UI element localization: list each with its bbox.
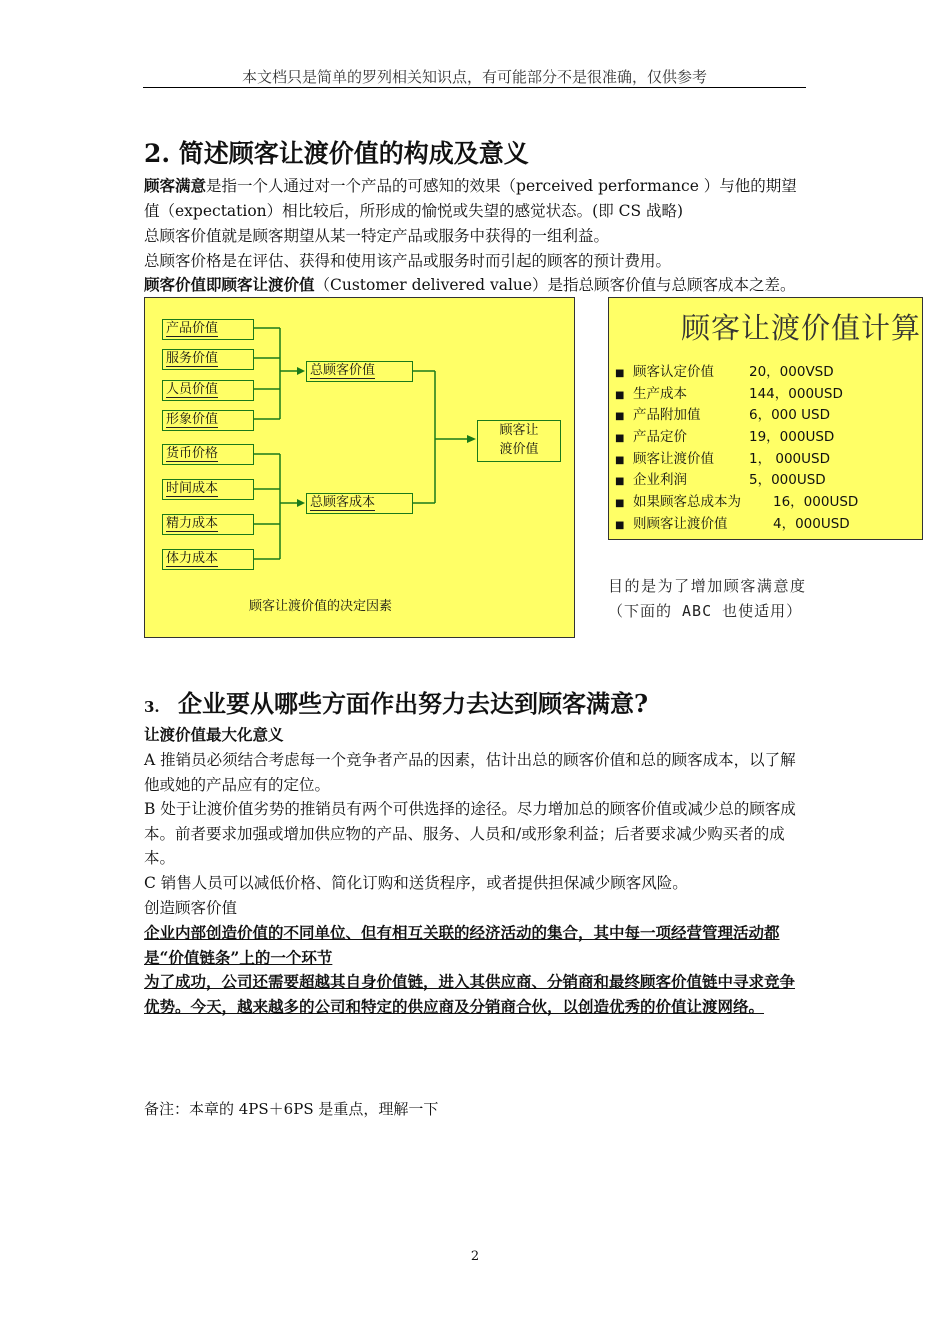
- diagram-image-value: 形象价值: [162, 410, 254, 431]
- value-calculation-panel: [608, 297, 923, 540]
- header-rule: [143, 87, 806, 88]
- bullet-icon: ■: [615, 519, 625, 531]
- bullet-icon: ■: [615, 433, 625, 445]
- section3-value-chain: 企业内部创造价值的不同单位、但有相互关联的经济活动的集合，其中每一项经营管理活动都是“价值链条”上的一个环节: [144, 923, 780, 967]
- diagram-product-value: 产品价值: [162, 319, 254, 340]
- diagram-energy-cost: 精力成本: [162, 514, 254, 535]
- para1-text: 是指一个人通过对一个产品的可感知的效果（perceived performance ）与他的期望值（expectation）相比较后，所形成的愉悦或失望的感觉状态。(即 CS 战略): [144, 177, 797, 220]
- calc-row: ■ 产品附加值 6，000 USD: [615, 407, 830, 424]
- term-customer-delivered-value: 顾客价值即顾客让渡价值: [144, 275, 315, 294]
- value-determinants-diagram: [144, 297, 575, 638]
- bullet-icon: ■: [615, 476, 625, 488]
- section2-para2: 总顾客价值就是顾客期望从某一特定产品或服务中获得的一组利益。: [144, 227, 610, 245]
- side-note: 目的是为了增加顾客满意度（下面的 ABC 也使适用）: [608, 577, 806, 620]
- section3-subtitle: 让渡价值最大化意义: [144, 725, 284, 744]
- diagram-total-customer-value: 总顾客价值: [306, 361, 413, 382]
- section2-para1: [144, 174, 808, 223]
- bullet-icon: ■: [615, 498, 625, 510]
- page-number: 2: [470, 1249, 480, 1264]
- calc-row: ■ 产品定价 19，000USD: [615, 429, 835, 446]
- page-header: 本文档只是简单的罗列相关知识点，有可能部分不是很准确，仅供参考: [241, 68, 707, 86]
- calc-row: ■ 如果顾客总成本为 16，000USD: [615, 494, 859, 511]
- section3-para-b: B 处于让渡价值劣势的推销员有两个可供选择的途径。尽力增加总的顾客价值或减少总的顾客成本。前者要求加强或增加供应物的产品、服务、人员和/或形象利益；后者要求减少购买者的成本。: [144, 800, 796, 867]
- section2-para3: 总顾客价格是在评估、获得和使用该产品或服务时而引起的顾客的预计费用。: [144, 252, 672, 270]
- calc-row: ■ 顾客认定价值 20，000VSD: [615, 364, 834, 380]
- calc-row: ■ 顾客让渡价值 1， 000USD: [615, 450, 830, 467]
- diagram-monetary-price: 货币价格: [162, 444, 254, 465]
- bullet-icon: ■: [615, 389, 625, 401]
- section2-para4: [144, 273, 808, 298]
- bullet-icon: ■: [615, 454, 625, 466]
- bullet-icon: ■: [615, 411, 625, 423]
- section3-para-c: C 销售人员可以减低价格、简化订购和送货程序，或者提供担保减少顾客风险。: [144, 874, 688, 892]
- section3-title: 3. 企业要从哪些方面作出努力去达到顾客满意?: [144, 689, 649, 718]
- term-customer-satisfaction: 顾客满意: [144, 176, 207, 195]
- section3-create-value: 创造顾客价值: [144, 899, 238, 917]
- diagram-caption: 顾客让渡价值的决定因素: [249, 599, 393, 614]
- calc-list: [615, 360, 858, 534]
- para4-text: （Customer delivered value）是指总顾客价值与总顾客成本之差。: [314, 276, 796, 294]
- diagram-service-value: 服务价值: [162, 349, 254, 370]
- calc-row: ■ 则顾客让渡价值 4，000USD: [615, 515, 850, 532]
- diagram-personnel-value: 人员价值: [162, 380, 254, 401]
- diagram-customer-delivered-value: 顾客让 渡价值: [477, 420, 561, 462]
- calc-row: ■ 生产成本 144，000USD: [615, 385, 843, 402]
- calc-row: ■ 企业利润 5，000USD: [615, 472, 826, 489]
- section2-title: 2. 简述顾客让渡价值的构成及意义: [144, 139, 529, 168]
- footnote: 备注：本章的 4PS＋6PS 是重点，理解一下: [144, 1100, 439, 1118]
- diagram-total-customer-cost: 总顾客成本: [306, 493, 413, 514]
- calc-title: 顾客让渡价值计算: [681, 311, 922, 345]
- bullet-icon: ■: [615, 368, 625, 379]
- diagram-time-cost: 时间成本: [162, 479, 254, 500]
- section3-para-a: A 推销员必须结合考虑每一个竞争者产品的因素，估计出总的顾客价值和总的顾客成本，以了解他或她的产品应有的定位。: [144, 751, 796, 794]
- diagram-physical-cost: 体力成本: [162, 549, 254, 570]
- section3-value-network: 为了成功，公司还需要超越其自身价值链，进入其供应商、分销商和最终顾客价值链中寻求竞争优势。今天，越来越多的公司和特定的供应商及分销商合伙，以创造优秀的价值让渡网络。: [144, 972, 796, 1016]
